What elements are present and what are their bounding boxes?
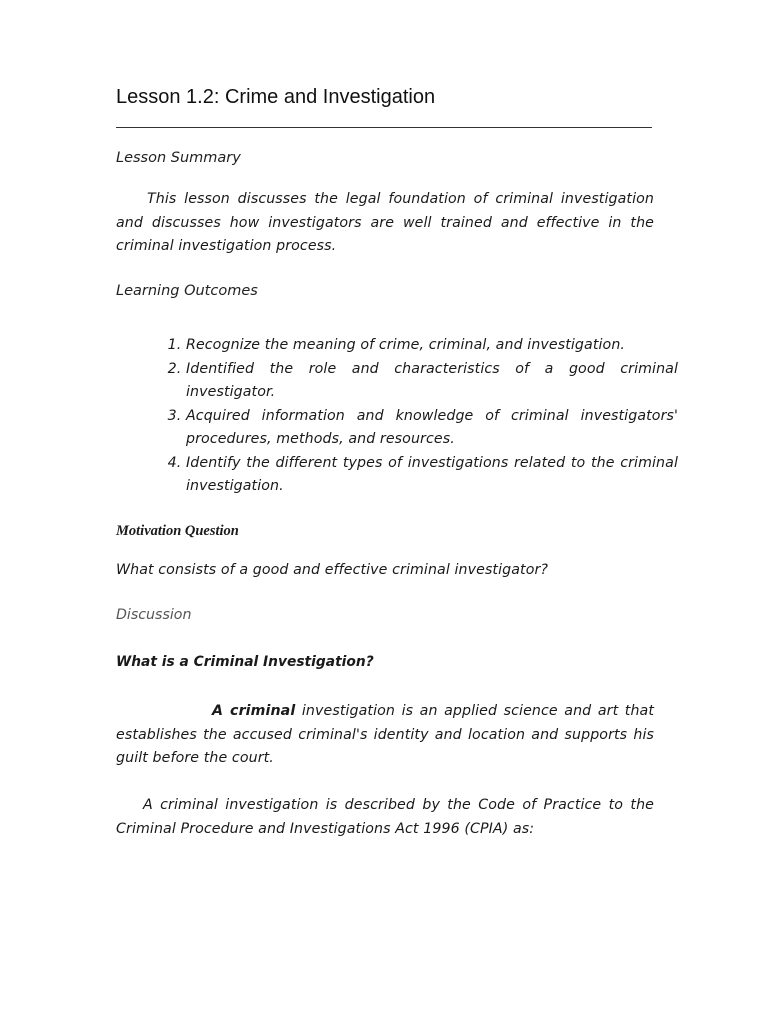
definition-text: is an applied science and art that establishes the accused criminal's identity and location and supports his guilt before the court. [116, 703, 654, 766]
page-title: Lesson 1.2: Crime and Investigation [116, 86, 436, 108]
outcomes-list [162, 334, 678, 499]
definition-term: investigation [301, 703, 396, 719]
list-item: 4. Identify the different types of investigations related to the criminal investigation. [186, 452, 678, 499]
summary-heading: Lesson Summary [116, 150, 241, 166]
motivation-question: What consists of a good and effective criminal investigator? [116, 562, 549, 578]
motivation-heading: Motivation Question [116, 523, 239, 539]
definition-paragraph [116, 700, 654, 771]
cpia-paragraph: A criminal investigation is described by the Code of Practice to the Criminal Procedure and Investigations Act 1996 (CPIA) as: [116, 797, 654, 837]
summary-paragraph: This lesson discusses the legal foundation of criminal investigation and discusses how investigators are well trained and effective in the criminal investigation process. [116, 191, 654, 254]
definition-bold-term: A criminal [212, 703, 296, 719]
discussion-subheading: What is a Criminal Investigation? [116, 654, 374, 670]
discussion-heading: Discussion [116, 607, 192, 623]
list-item: 2. Identified the role and characteristics of a good criminal investigator. [186, 358, 678, 405]
outcomes-heading: Learning Outcomes [116, 283, 258, 299]
list-item: 3. Acquired information and knowledge of criminal investigators' procedures, methods, and resources. [186, 405, 678, 452]
list-item: 1. Recognize the meaning of crime, criminal, and investigation. [186, 334, 678, 358]
title-divider [116, 127, 652, 128]
